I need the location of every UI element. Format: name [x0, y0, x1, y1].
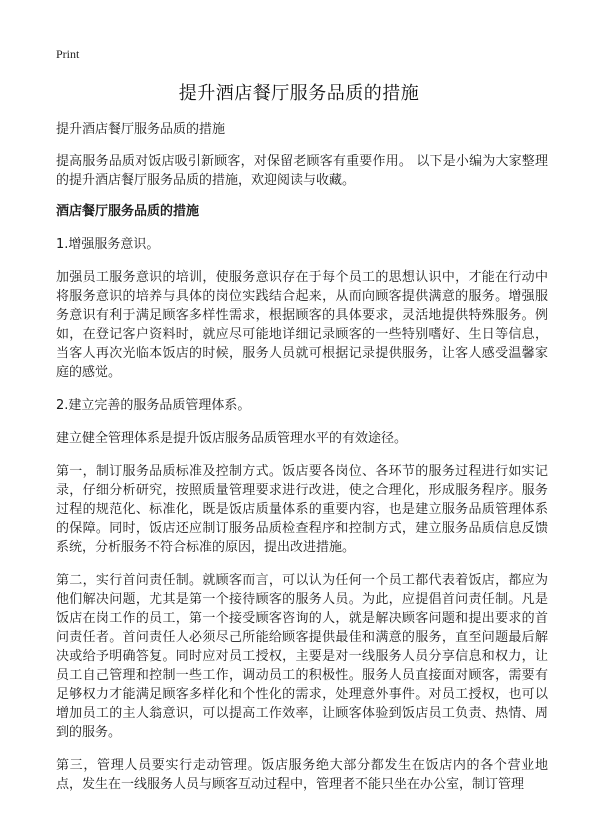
body-paragraph: 第三，管理人员要实行走动管理。饭店服务绝大部分都发生在饭店内的各个营业地点，发生在一线服务人员与顾客互动过程中，管理者不能只坐在办公室，制订管理 [56, 758, 548, 792]
article-subtitle: 提升酒店餐厅服务品质的措施 [56, 122, 226, 137]
page-title: 提升酒店餐厅服务品质的措施 [178, 83, 420, 104]
section-heading: 酒店餐厅服务品质的措施 [56, 204, 200, 219]
intro-paragraph: 提高服务品质对饭店吸引新顾客，对保留老顾客有重要作用。 以下是小编为大家整理的提升酒店餐厅服务品质的措施，欢迎阅读与收藏。 [56, 154, 548, 188]
point-heading-1: 1.增强服务意识。 [56, 237, 160, 252]
body-paragraph: 第二，实行首问责任制。就顾客而言，可以认为任何一个员工都代表着饭店，都应为他们解决问题，尤其是第一个接待顾客的服务人员。为此，应提倡首问责任制。凡是饭店在岗工作的员工，第一个接受顾客咨询的人，就是解决顾客问题和提出要求的首问责任者。首问责任人必须尽己所能给顾客提供最佳和满意的服务，直至问题最后解决或给予明确答复。同时应对员工授权，主要是对一线服务人员分享信息和权力，让员工自己管理和控制一些工作，调动员工的积极性。服务人员直接面对顾客，需要有足够权力才能满足顾客多样化和个性化的需求，处理意外事件。对员工授权，也可以增加员工的主人翁意识，可以提高工作效率，让顾客体验到饭店员工负责、热情、周到的服务。 [56, 573, 548, 740]
body-paragraph: 加强员工服务意识的培训，使服务意识存在于每个员工的思想认识中，才能在行动中将服务意识的培养与具体的岗位实践结合起来，从而向顾客提供满意的服务。增强服务意识有利于满足顾客多样性需求，根据顾客的具体要求，灵活地提供特殊服务。例如，在登记客户资料时，就应尽可能地详细记录顾客的一些特别嗜好、生日等信息，当客人再次光临本饭店的时候，服务人员就可根据记录提供服务，让客人感受温馨家庭的感觉。 [56, 270, 548, 380]
point-heading-2: 2.建立完善的服务品质管理体系。 [56, 398, 251, 413]
body-paragraph: 建立健全管理体系是提升饭店服务品质管理水平的有效途径。 [56, 431, 408, 446]
print-link[interactable]: Print [56, 47, 80, 61]
body-paragraph: 第一，制订服务品质标准及控制方式。饭店要各岗位、各环节的服务过程进行如实记录，仔细分析研究，按照质量管理要求进行改进，使之合理化，形成服务程序。服务过程的规范化、标准化，既是饭店质量体系的重要内容，也是建立服务品质管理体系的保障。同时，饭店还应制订服务品质检查程序和控制方式，建立服务品质信息反馈系统，分析服务不符合标准的原因，提出改进措施。 [56, 464, 548, 555]
article-body [56, 120, 548, 808]
